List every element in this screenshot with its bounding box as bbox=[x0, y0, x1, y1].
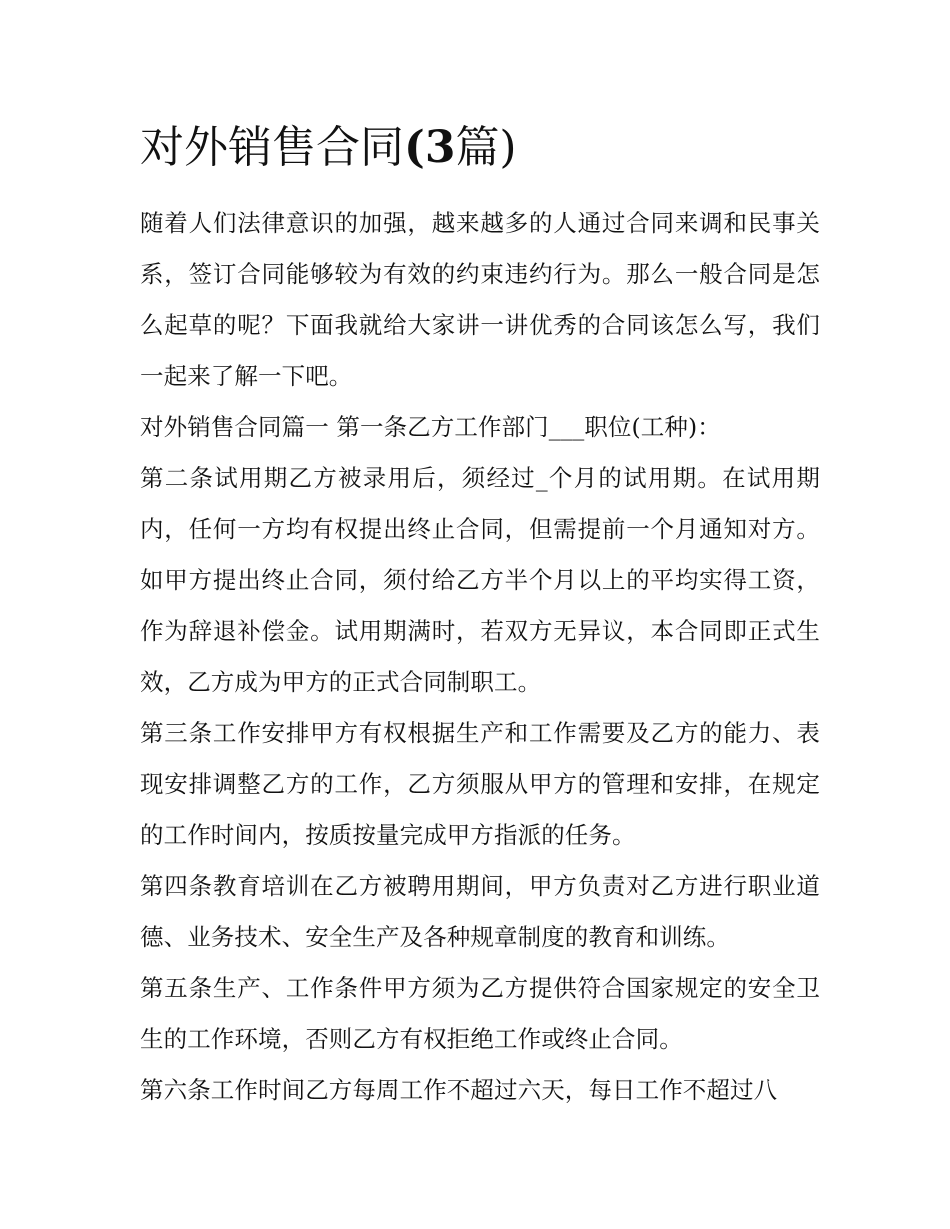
clause-3-paragraph: 第三条工作安排甲方有权根据生产和工作需要及乙方的能力、表现安排调整乙方的工作，乙方须服从甲方的管理和安排，在规定的工作时间内，按质按量完成甲方指派的任务。 bbox=[140, 719, 820, 849]
clause-2-paragraph: 第二条试用期乙方被录用后，须经过_个月的试用期。在试用期内，任何一方均有权提出终止合同，但需提前一个月通知对方。如甲方提出终止合同，须付给乙方半个月以上的平均实得工资，作为辞退补偿金。试用期满时，若双方无异议，本合同即正式生效，乙方成为甲方的正式合同制职工。 bbox=[140, 464, 820, 696]
title-text: 对外销售合同 bbox=[140, 122, 404, 173]
clause-6-paragraph: 第六条工作时间乙方每周工作不超过六天，每日工作不超过八 bbox=[140, 1076, 778, 1104]
title-suffix: 篇) bbox=[455, 122, 517, 173]
title-count: (3 bbox=[404, 122, 456, 173]
document-title bbox=[140, 118, 820, 178]
clause-1-paragraph: 对外销售合同篇一 第一条乙方工作部门___职位(工种)： bbox=[140, 413, 721, 441]
intro-paragraph: 随着人们法律意识的加强，越来越多的人通过合同来调和民事关系，签订合同能够较为有效的约束违约行为。那么一般合同是怎么起草的呢？下面我就给大家讲一讲优秀的合同该怎么写，我们一起来了解一下吧。 bbox=[140, 209, 820, 390]
document-body bbox=[140, 198, 820, 1116]
clause-5-paragraph: 第五条生产、工作条件甲方须为乙方提供符合国家规定的安全卫生的工作环境，否则乙方有权拒绝工作或终止合同。 bbox=[140, 974, 820, 1053]
clause-4-paragraph: 第四条教育培训在乙方被聘用期间，甲方负责对乙方进行职业道德、业务技术、安全生产及各种规章制度的教育和训练。 bbox=[140, 872, 820, 951]
